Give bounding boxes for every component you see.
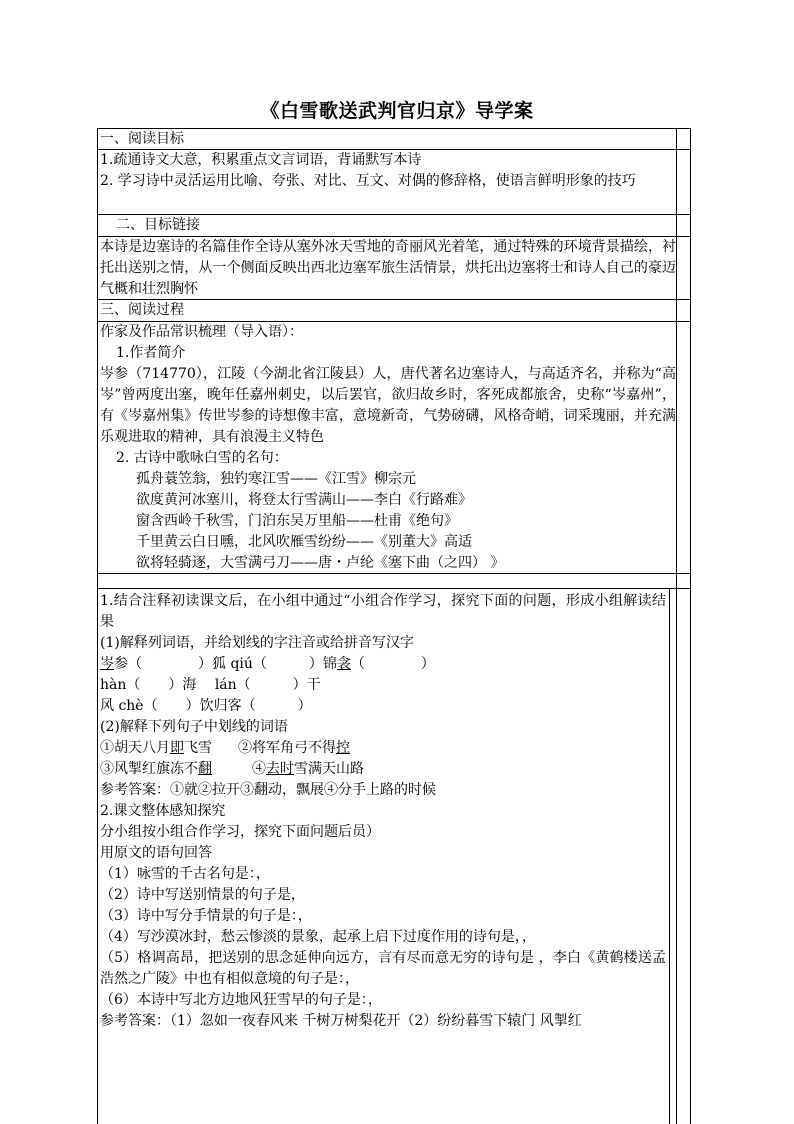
text: ④ [252, 761, 266, 777]
line-text: （ ） [350, 656, 435, 672]
poem-line: 欲将轻骑逐，大雪满弓刀——唐・卢纶《塞下曲（之四） 》 [136, 555, 505, 571]
reference-answer: 参考答案：（1）忽如一夜春风来 千树万树梨花开（2）纷纷暮雪下辕门 风掣红 [100, 1013, 582, 1029]
line-text: 参（ ）狐 qiú（ ）锦 [114, 656, 337, 672]
reference-answer: 参考答案：①就②拉开③翻动，飘展④分手上路的时候 [100, 782, 436, 798]
sub-heading: 2. 古诗中歌咏白雪的名句： [116, 450, 288, 466]
section-reading-process-body [100, 322, 676, 574]
goal-item: 1.疏通诗文大意，积累重点文言词语，背诵默写本诗 [100, 152, 422, 168]
text: 飞雪 [184, 740, 212, 756]
sub-heading: 1.作者简介 [116, 345, 186, 361]
question-item: （3）诗中写分手情景的句子是：， [100, 908, 312, 924]
question-item: （2）诗中写送别情景的句子是， [100, 887, 305, 903]
poem-line: 千里黄云白日曛，北风吹雁雪纷纷——《别董大》高适 [136, 534, 472, 550]
section-target-link-body [100, 237, 676, 300]
text: 雪满天山路 [294, 761, 364, 777]
underlined-char: 岑 [100, 656, 114, 672]
section-reading-process-heading [100, 300, 676, 321]
underlined-word: 翻 [198, 761, 212, 777]
section-exercises [100, 591, 666, 1032]
underlined-word: 即 [170, 740, 184, 756]
underlined-char: 衾 [336, 656, 351, 672]
task-text: 用原文的语句回答 [100, 845, 212, 861]
underlined-word: 控 [336, 740, 350, 756]
heading-text: 一、阅读目标 [100, 131, 184, 147]
intro-line: 作家及作品常识梳理（导入语）： [100, 324, 303, 340]
section-reading-goals-heading [100, 129, 676, 150]
task-text: 分小组按小组合作学习，探究下面问题后员） [100, 824, 380, 840]
goal-item: 2. 学习诗中灵活运用比喻、夸张、对比、互文、对偶的修辞格，使语言鲜明形象的技巧 [100, 173, 636, 189]
row-divider [98, 588, 690, 589]
question-item: （6）本诗中写北方边地风狂雪早的句子是：， [100, 992, 382, 1008]
text: ②将军角弓不得 [238, 740, 336, 756]
pinyin-line: hàn（ ）海 lán（ ）干 [100, 677, 321, 693]
question-heading: (2)解释下列句子中划线的词语 [100, 719, 288, 735]
question-item: （1）咏雪的千古名句是：， [100, 866, 270, 882]
poem-line: 窗含西岭千秋雪，门泊东吴万里船——杜甫《绝句》 [136, 513, 458, 529]
worksheet-table [97, 128, 691, 1124]
section-reading-goals-body [100, 150, 676, 192]
section-target-link-heading [100, 215, 676, 236]
pinyin-line: 风 chè（ ）饮归客（ ） [100, 698, 312, 714]
underlined-word: 去时 [266, 761, 294, 777]
text: ③风掣红旗冻不 [100, 761, 198, 777]
heading-text: 三、阅读过程 [100, 302, 184, 318]
task-heading: 2.课文整体感知探究 [100, 803, 226, 819]
column-divider [669, 588, 670, 1124]
sentence-row [100, 759, 666, 780]
poem-line: 孤舟蓑笠翁，独钓寒江雪——《江雪》柳宗元 [136, 471, 416, 487]
page-title: 《白雪歌送武判官归京》导学案 [260, 100, 534, 122]
text: ①胡天八月 [100, 740, 170, 756]
sentence-row [100, 738, 666, 759]
task-text: 1.结合注释初读课文后，在小组中通过“小组合作学习，探究下面的问题，形成小组解读结果 [100, 593, 666, 630]
heading-text: 二、目标链接 [116, 217, 200, 233]
question-item: （4）写沙漠冰封，愁云惨淡的景象，起承上启下过度作用的诗句是，， [100, 929, 536, 945]
question-item: （5）格调高昂，把送别的思念延伸向远方，言有尽而意无穷的诗句是 ，李白《黄鹤楼送孟浩然之广陵》中也有相似意境的句子是：， [100, 950, 666, 987]
paragraph: 本诗是边塞诗的名篇佳作全诗从塞外冰天雪地的奇丽风光着笔，通过特殊的环境背景描绘，衬托出送别之情，从一个侧面反映出西北边塞军旅生活情景，烘托出边塞将士和诗人自己的豪迈气概和壮烈胸怀 [100, 239, 676, 297]
pinyin-line [100, 654, 666, 675]
question-heading: (1)解释列词语，并给划线的字注音或给拼音写汉字 [100, 635, 414, 651]
author-bio: 岑参（714770），江陵（今湖北省江陵县）人，唐代著名边塞诗人，与高适齐名，并称为“高岑”曾两度出塞，晚年任嘉州刺史，以后罢官，欲归故乡时，客死成都旅舍，史称“岑嘉州”，有《岑嘉州集》传世岑参的诗想像丰富，意境新奇，气势磅礴，风格奇峭，词采瑰丽，并充满乐观进取的精神，具有浪漫主义特色 [100, 366, 676, 445]
poem-line: 欲度黄河冰塞川，将登太行雪满山——李白《行路难》 [136, 492, 472, 508]
